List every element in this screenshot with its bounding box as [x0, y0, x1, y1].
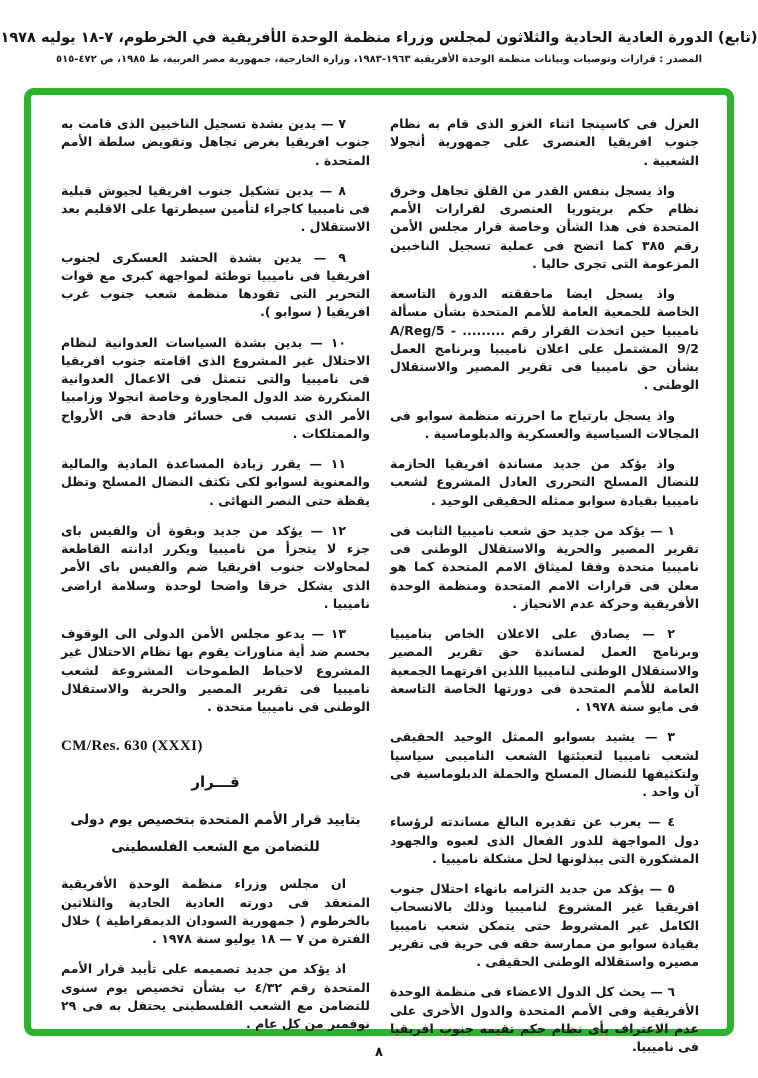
closing-paragraph: ان مجلس وزراء منظمة الوحدة الأفريقية المنعقد فى دورته العادية الحادية والثلاثين بالخرطوم ( جمهورية السودان الديمقراطية ) خلال الفترة من ٧ — ١٨ يوليو سنة ١٩٧٨ . — [61, 876, 370, 946]
paragraph: واذ يسجل ايضا ماحققته الدورة التاسعة الخاصة للجمعية العامة للأمم المتحدة بشأن مسألة ناميبيا حين اتخذت القرار رقم ......... A/Reg/5 - 9/2 المشتمل على اعلان ناميبيا وبرنامج العمل بشأن حق ناميبيا فى تقرير المصير والاستقلال الوطنى . — [390, 286, 699, 393]
numbered-item-1: ١ — يؤكد من جديد حق شعب ناميبيا الثابت فى تقرير المصير والحرية والاستقلال الوطنى فى ناميبيا متحدة وفقا لميثاق الامم المتحدة كما هو معلن فى قرارات الامم المتحدة ومنظمة الوحدة الأفريقية وحركة عدم الانحياز . — [390, 522, 699, 611]
numbered-item-5: ٥ — يؤكد من جديد التزامه بانهاء احتلال جنوب افريقيا غير المشروع لناميبيا وذلك بالانسحاب الكامل غير المشروط حتى يتمكن شعب ناميبيا بقيادة سوابو من ممارسة حقه فى حرية فى تقرير مصيره واستقلاله الوطنى الحقيقى . — [390, 881, 699, 969]
decision-title-line1: بتاييد قرار الأمم المتحدة بتخصيص يوم دولى — [70, 812, 361, 829]
numbered-item-2: ٢ — يصادق على الاعلان الخاص بناميبيا وبرنامج العمل لمساندة حق تقرير المصير والاستقلال الوطنى لناميبيا اللذين اقرتهما الجمعية العامة للأمم المتحدة فى دورتها الخاصة التاسعة فى مايو سنة ١٩٧٨ . — [390, 626, 699, 714]
numbered-item-7: ٧ — يدين بشدة تسجيل الناخبين الذى قامت به جنوب افريقيا بغرض تجاهل وتقويض سلطة الأمم المتحدة . — [61, 116, 370, 168]
left-column — [61, 115, 370, 1031]
text-columns — [31, 95, 727, 1054]
paragraph: واذ يسجل بنفس القدر من القلق تجاهل وخرق نظام حكم بريتوريا العنصرى لقرارات الأمم المتحدة فى هذا الشأن وخاصة قرار مجلس الأمن رقم ٣٨٥ كما اتضح فى عملية تسجيل الناخبين المزعومة التى تجرى حاليا . — [390, 182, 699, 271]
source-line: المصدر : قرارات وتوصيات وبيانات منظمة الوحدة الأفريقية ١٩٦٣-١٩٨٣، وزارة الخارجية، جمهورية مصر العربية، ط ١٩٨٥، ص ٤٧٢-٥١٥ — [55, 53, 703, 65]
page-header — [0, 28, 758, 65]
numbered-item-4: ٤ — يعرب عن تقديره البالغ مساندته لرؤساء دول المواجهة للدور الفعال الذى لعبوه والجهود المشكورة التى يبذلونها لحل مشكلة ناميبيا . — [390, 814, 699, 866]
closing-paragraph: اذ يؤكد من جديد تصميمه على تأييد قرار الأمم المتحدة رقم ٤/٣٢ ب بشأن تخصيص يوم سنوى للتضامن مع الشعب الفلسطينى يحتفل به فى ٢٩ نوفمبر من كل عام . — [61, 961, 370, 1031]
session-title: (تابع) الدورة العادية الحادية والثلاثون لمجلس وزراء منظمة الوحدة الأفريقية في الخرطوم، ٧-١٨ يوليه ١٩٧٨ — [0, 30, 758, 46]
numbered-item-10: ١٠ — يدين بشدة السياسات العدوانية لنظام الاحتلال غير المشروع الذى اقامته جنوب افريقيا فى ناميبيا والتى تتمثل فى الاعمال العدوانية المتكررة ضد الدول المجاورة وخاصة انجولا وزامبيا الأمر الذى تسبب فى خسائر فادحة فى الأرواح والممتلكات . — [61, 334, 370, 441]
paragraph: واذ يسجل بارتياح ما احرزته منظمة سوابو فى المجالات السياسية والعسكرية والدبلوماسية . — [390, 407, 699, 441]
numbered-item-9: ٩ — يدين بشدة الحشد العسكرى لجنوب افريقيا فى ناميبيا توطئة لمواجهة كبرى مع قوات التحرير التى تقودها منظمة شعب جنوب غرب افريقيا ( سوابو ). — [61, 249, 370, 320]
paragraph: واذ يؤكد من جديد مساندة افريقيا الحازمة للنضال المسلح التحررى العادل المشروع لشعب ناميبيا بقيادة سوابو ممثله الحقيقى الوحيد . — [390, 456, 699, 508]
numbered-item-12: ١٢ — يؤكد من جديد وبقوة أن والفيس باى جزء لا يتجزأ من ناميبيا ويكرر ادانته القاطعة لمحاولات جنوب افريقيا ضم والفيس باى الأمر الذى يشكل خرقا واضحا لوحدة وسلامة اراضى ناميبيا . — [61, 522, 370, 611]
decision-title-line2: للتضامن مع الشعب الفلسطينى — [111, 839, 320, 856]
numbered-item-3: ٣ — يشيد بسوابو الممثل الوحيد الحقيقى لشعب ناميبيا لتعبئتها الشعب الناميبى سياسيا ولتكثيفها للنضال المسلح والحملة الدبلوماسية فى آن واحد . — [390, 729, 699, 799]
resolution-reference: CM/Res. 630 (XXXI) — [61, 738, 203, 755]
numbered-item-8: ٨ — يدين تشكيل جنوب افريقيا لجيوش قبلية فى ناميبيا كاجراء لتأمين سيطرتها على الاقليم بعد الاستقلال . — [61, 182, 370, 235]
numbered-item-13: ١٣ — يدعو مجلس الأمن الدولى الى الوقوف بحسم ضد أية مناورات يقوم بها نظام الاحتلال غير المشروع لاحباط الطموحات المشروعة لشعب ناميبيا فى تقرير المصير والحرية والاستقلال الوطنى فى ناميبيا متحدة . — [61, 626, 370, 714]
green-frame — [24, 88, 734, 1054]
decision-title — [61, 807, 370, 861]
page-number: ٨ — [375, 1045, 383, 1060]
numbered-item-11: ١١ — يقرر زيادة المساعدة المادية والمالية والمعنوية لسوابو لكى تكثف النضال المسلح وتظل يقظة حتى النصر النهائى . — [61, 456, 370, 508]
numbered-item-6: ٦ — يحث كل الدول الاعضاء فى منظمة الوحدة الأفريقية وفى الأمم المتحدة والدول الأخرى على عدم الاعتراف بأى نظام حكم تقيمه جنوب افريقيا فى ناميبيا. — [390, 984, 699, 1054]
decision-heading: قـــرار — [191, 773, 240, 792]
right-column — [390, 115, 699, 1054]
paragraph: العزل فى كاسينجا اثناء الغزو الذى قام به نظام جنوب افريقيا العنصرى على جمهورية أنجولا الشعبية . — [390, 116, 699, 168]
